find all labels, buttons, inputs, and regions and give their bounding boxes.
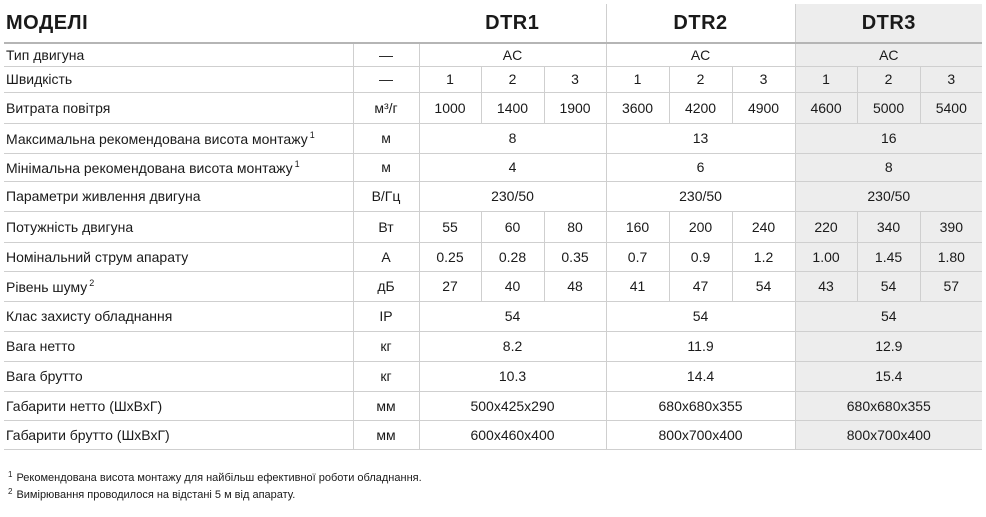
dtr3-speed-2-value: 1.45 (857, 242, 920, 271)
dtr1-speed-1-value: 27 (419, 271, 481, 301)
dtr1-speed-2-value: 0.28 (481, 242, 544, 271)
dtr1-value: 4 (419, 153, 606, 181)
dtr1-speed-3-value: 1900 (544, 92, 606, 123)
models-spec-table (4, 4, 982, 450)
dtr3-speed-1-value: 43 (795, 271, 857, 301)
dtr1-speed-3-value: 3 (544, 66, 606, 92)
spec-unit: В/Гц (353, 181, 419, 211)
dtr1-speed-1-value: 1000 (419, 92, 481, 123)
dtr1-speed-2-value: 2 (481, 66, 544, 92)
footnotes (8, 466, 422, 500)
spec-label (4, 92, 353, 123)
spec-unit: дБ (353, 271, 419, 301)
footnote-text: Вимірювання проводилося на відстані 5 м від апарату. (16, 489, 296, 501)
footnote-ref: 1 (294, 158, 300, 169)
spec-label-text: Потужність двигуна (6, 218, 134, 235)
unit-heading (353, 4, 419, 43)
dtr1-heading: DTR1 (419, 4, 606, 43)
spec-label-text: Клас захисту обладнання (6, 308, 173, 324)
dtr2-speed-3-value: 240 (732, 211, 795, 242)
dtr3-speed-3-value: 5400 (920, 92, 982, 123)
dtr2-speed-2-value: 0.9 (669, 242, 732, 271)
spec-row (4, 271, 982, 301)
dtr3-value: 8 (795, 153, 982, 181)
dtr3-value: 680x680x355 (795, 391, 982, 420)
dtr2-value: 6 (606, 153, 795, 181)
spec-row (4, 123, 982, 153)
dtr1-speed-1-value: 55 (419, 211, 481, 242)
dtr2-value: 11.9 (606, 331, 795, 361)
dtr3-speed-3-value: 390 (920, 211, 982, 242)
header-row (4, 4, 982, 43)
spec-row (4, 153, 982, 181)
dtr3-value: 230/50 (795, 181, 982, 211)
spec-label (4, 181, 353, 211)
dtr1-speed-3-value: 80 (544, 211, 606, 242)
dtr2-speed-2-value: 47 (669, 271, 732, 301)
dtr2-value: 680x680x355 (606, 391, 795, 420)
footnote-2 (8, 483, 422, 500)
spec-row (4, 301, 982, 331)
dtr2-value: 14.4 (606, 361, 795, 391)
dtr2-speed-1-value: 0.7 (606, 242, 669, 271)
dtr3-value: 54 (795, 301, 982, 331)
dtr1-value: 230/50 (419, 181, 606, 211)
spec-label (4, 242, 353, 271)
dtr3-heading: DTR3 (795, 4, 982, 43)
dtr3-speed-1-value: 1 (795, 66, 857, 92)
dtr1-speed-3-value: 0.35 (544, 242, 606, 271)
dtr3-speed-3-value: 3 (920, 66, 982, 92)
spec-label-text: Параметри живлення двигуна (6, 188, 201, 204)
dtr2-value: 13 (606, 123, 795, 153)
spec-row (4, 66, 982, 92)
spec-row (4, 420, 982, 449)
dtr2-speed-1-value: 160 (606, 211, 669, 242)
dtr1-speed-2-value: 60 (481, 211, 544, 242)
dtr3-speed-1-value: 4600 (795, 92, 857, 123)
spec-row (4, 242, 982, 271)
spec-row (4, 211, 982, 242)
spec-unit: — (353, 66, 419, 92)
dtr2-speed-3-value: 3 (732, 66, 795, 92)
dtr2-speed-3-value: 54 (732, 271, 795, 301)
dtr3-value: 800x700x400 (795, 420, 982, 449)
spec-label-text: Габарити нетто (ШхВхГ) (6, 397, 163, 414)
dtr1-value: 600x460x400 (419, 420, 606, 449)
footnote-mark: 2 (8, 487, 13, 496)
dtr1-speed-2-value: 40 (481, 271, 544, 301)
spec-label-text: Швидкість (6, 71, 73, 87)
dtr1-speed-2-value: 1400 (481, 92, 544, 123)
dtr3-speed-3-value: 1.80 (920, 242, 982, 271)
spec-label-text: Максимальна рекомендована висота монтажу (6, 130, 308, 147)
dtr2-speed-1-value: 41 (606, 271, 669, 301)
spec-unit: мм (353, 391, 419, 420)
spec-label-text: Тип двигуна (6, 46, 85, 63)
spec-label (4, 271, 353, 301)
spec-label (4, 211, 353, 242)
dtr3-value: 16 (795, 123, 982, 153)
dtr1-value: AC (419, 43, 606, 66)
spec-row (4, 391, 982, 420)
spec-unit: м (353, 153, 419, 181)
spec-label-text: Номінальний струм апарату (6, 248, 189, 265)
spec-label (4, 43, 353, 66)
spec-unit: м³/г (353, 92, 419, 123)
spec-row (4, 181, 982, 211)
dtr2-heading: DTR2 (606, 4, 795, 43)
dtr2-speed-2-value: 4200 (669, 92, 732, 123)
dtr1-value: 500x425x290 (419, 391, 606, 420)
footnote-1 (8, 466, 422, 483)
spec-unit: — (353, 43, 419, 66)
dtr2-speed-2-value: 200 (669, 211, 732, 242)
dtr3-speed-3-value: 57 (920, 271, 982, 301)
dtr2-speed-1-value: 3600 (606, 92, 669, 123)
dtr1-value: 8.2 (419, 331, 606, 361)
dtr1-value: 54 (419, 301, 606, 331)
spec-label-text: Витрата повітря (6, 99, 111, 116)
spec-label-text: Вага брутто (6, 368, 83, 384)
footnote-ref: 2 (89, 277, 95, 288)
spec-body (4, 43, 982, 449)
spec-label (4, 123, 353, 153)
spec-row (4, 92, 982, 123)
spec-row (4, 361, 982, 391)
dtr3-value: 12.9 (795, 331, 982, 361)
dtr1-speed-3-value: 48 (544, 271, 606, 301)
spec-label-text: Вага нетто (6, 338, 76, 354)
spec-unit: м (353, 123, 419, 153)
spec-label (4, 331, 353, 361)
dtr2-value: AC (606, 43, 795, 66)
spec-unit: Вт (353, 211, 419, 242)
dtr3-value: 15.4 (795, 361, 982, 391)
dtr3-speed-1-value: 1.00 (795, 242, 857, 271)
dtr1-speed-1-value: 1 (419, 66, 481, 92)
dtr3-speed-2-value: 2 (857, 66, 920, 92)
footnote-mark: 1 (8, 470, 13, 479)
spec-unit: А (353, 242, 419, 271)
spec-label (4, 391, 353, 420)
spec-label (4, 361, 353, 391)
dtr1-speed-1-value: 0.25 (419, 242, 481, 271)
dtr2-speed-1-value: 1 (606, 66, 669, 92)
dtr3-speed-2-value: 5000 (857, 92, 920, 123)
dtr1-value: 8 (419, 123, 606, 153)
spec-label-text: Рівень шуму (6, 278, 88, 295)
dtr3-speed-1-value: 220 (795, 211, 857, 242)
models-heading: МОДЕЛІ (4, 4, 353, 43)
dtr1-value: 10.3 (419, 361, 606, 391)
spec-label-text: Мінімальна рекомендована висота монтажу (6, 159, 293, 176)
dtr2-value: 230/50 (606, 181, 795, 211)
footnote-text: Рекомендована висота монтажу для найбільш ефективної роботи обладнання. (16, 472, 422, 484)
spec-unit: IP (353, 301, 419, 331)
footnote-ref: 1 (309, 129, 315, 140)
spec-label (4, 153, 353, 181)
spec-label-text: Габарити брутто (ШхВхГ) (6, 426, 170, 443)
spec-row (4, 43, 982, 66)
dtr3-speed-2-value: 340 (857, 211, 920, 242)
dtr2-value: 54 (606, 301, 795, 331)
dtr2-speed-3-value: 1.2 (732, 242, 795, 271)
dtr3-value: AC (795, 43, 982, 66)
spec-unit: мм (353, 420, 419, 449)
spec-label (4, 301, 353, 331)
spec-unit: кг (353, 331, 419, 361)
dtr3-speed-2-value: 54 (857, 271, 920, 301)
spec-label (4, 420, 353, 449)
dtr2-value: 800x700x400 (606, 420, 795, 449)
spec-unit: кг (353, 361, 419, 391)
dtr2-speed-2-value: 2 (669, 66, 732, 92)
spec-row (4, 331, 982, 361)
spec-label (4, 66, 353, 92)
dtr2-speed-3-value: 4900 (732, 92, 795, 123)
